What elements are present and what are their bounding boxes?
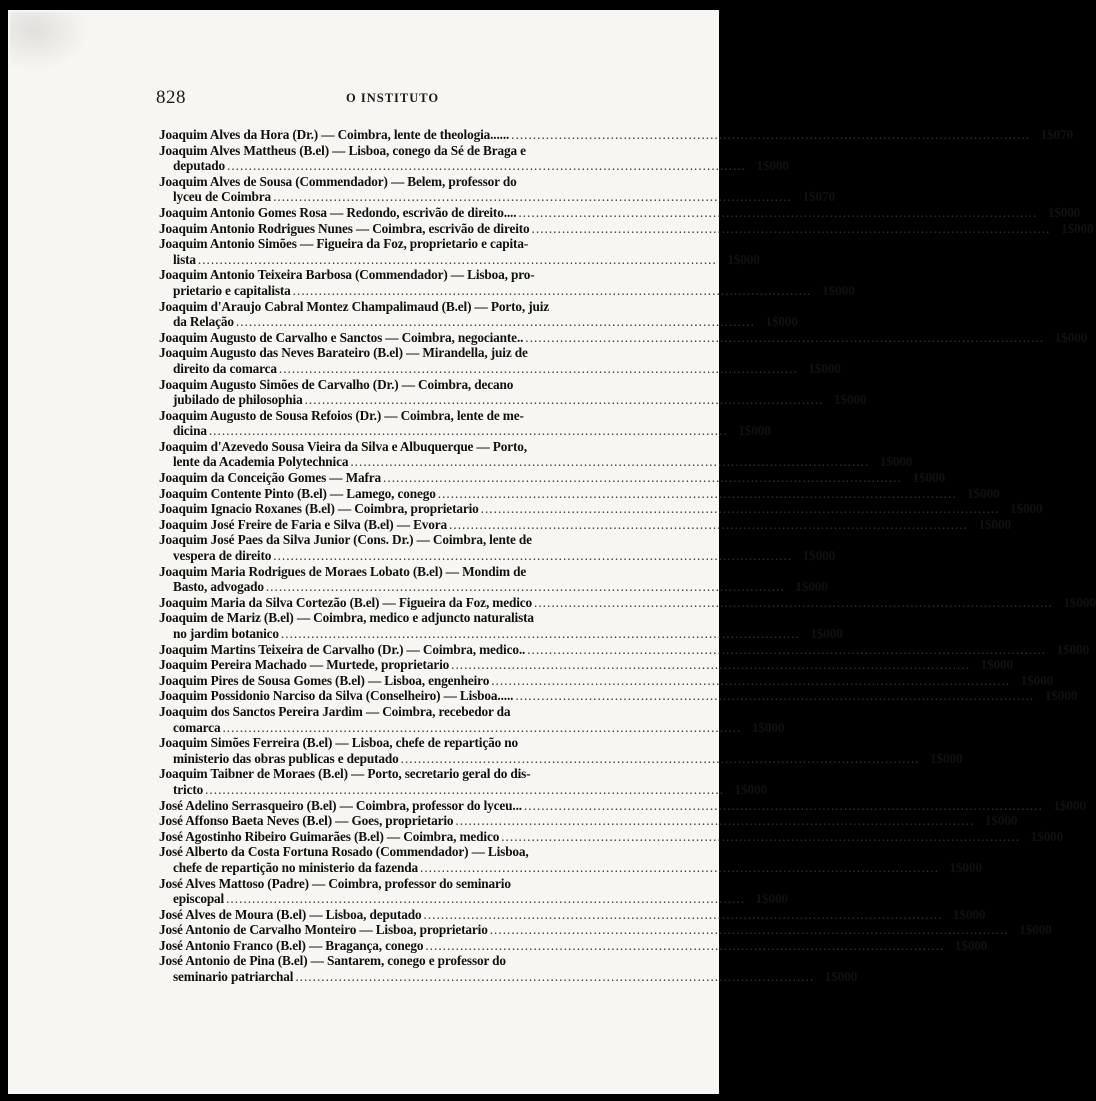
entry-text: Joaquim José Paes da Silva Junior (Cons. Dr.) — Coimbra, lente de [159, 532, 532, 548]
amount-value: 1$000 [1056, 641, 1090, 657]
entry-line [159, 688, 1078, 704]
amount-value: 1$000 [822, 282, 855, 298]
entry-line [159, 516, 1011, 533]
dot-leader: ........................................................................................................................ [451, 657, 971, 673]
entry-continuation-line [159, 579, 828, 595]
entry-text: Joaquim Alves de Sousa (Commendador) — Belem, professor do [159, 173, 517, 189]
list-item [159, 438, 913, 470]
entry-line [159, 408, 579, 424]
amount-value: 1$000 [879, 454, 913, 470]
amount-value: 1$000 [751, 719, 785, 735]
entry-line [159, 953, 579, 969]
entry-line [159, 501, 1043, 517]
list-item [159, 657, 1014, 673]
dot-leader: ........................................................................................................................ [273, 189, 792, 205]
amount-value: 1$000 [1030, 828, 1064, 844]
dot-leader: ........................................................................................................................ [265, 579, 785, 595]
journal-title: O INSTITUTO [346, 91, 440, 105]
list-item [159, 594, 1096, 611]
entry-continuation-line [159, 719, 785, 736]
list-item [159, 376, 867, 408]
entry-text: Joaquim dos Sanctos Pereira Jardim — Coimbra, recebedor da [159, 703, 511, 719]
entry-continuation-line [159, 548, 836, 564]
entry-line [159, 174, 579, 190]
entry-continuation-line [159, 392, 867, 408]
entry-text: Joaquim Pereira Machado — Murtede, proprietario [159, 657, 450, 673]
entry-text: Joaquim Augusto de Sousa Refoios (Dr.) — Coimbra, lente de me- [159, 407, 524, 423]
dot-leader: ........................................................................................................................ [222, 719, 742, 735]
entry-text: Joaquim Alves Mattheus (B.el) — Lisboa, conego da Sé de Braga e [159, 142, 526, 158]
amount-value: 1$000 [912, 470, 945, 486]
entry-line [159, 922, 1052, 938]
entry-continuation-line [159, 969, 858, 985]
list-item [159, 953, 858, 985]
entry-line [159, 267, 579, 283]
dot-leader: ........................................................................................................................ [400, 750, 920, 766]
dot-leader: ........................................................................................................................ [449, 516, 968, 532]
entry-line [159, 532, 579, 548]
amount-value: 1$000 [727, 251, 760, 267]
amount-value: 1$000 [810, 626, 843, 641]
dot-leader: ........................................................................................................................ [525, 329, 1045, 345]
list-item [159, 703, 785, 735]
entry-text: Joaquim Simões Ferreira (B.el) — Lisboa, chefe de repartição no [159, 735, 518, 751]
list-item [159, 735, 963, 766]
document-page [8, 10, 1096, 1094]
entry-line [159, 345, 579, 361]
entry-line [159, 735, 579, 751]
amount-value: 1$000 [978, 516, 1011, 532]
entry-line [159, 329, 1088, 346]
entry-text: Joaquim Ignacio Roxanes (B.el) — Coimbra, proprietario [159, 501, 479, 517]
entry-continuation-line [159, 189, 835, 205]
amount-value: 1$000 [1063, 594, 1096, 610]
entry-text: tricto [173, 781, 204, 797]
dot-leader: ........................................................................................................................ [208, 423, 728, 439]
entry-text: ministerio das obras publicas e deputado [173, 750, 399, 766]
dot-leader: ........................................................................................................................ [423, 906, 943, 922]
dot-leader: ........................................................................................................................ [420, 859, 939, 875]
amount-value: 1$070 [1040, 127, 1074, 142]
dot-leader: ........................................................................................................................ [235, 314, 755, 330]
dot-leader: ........................................................................................................................ [527, 641, 1047, 657]
entry-line [159, 594, 1096, 611]
list-item [159, 688, 1078, 704]
list-item [159, 204, 1081, 221]
entry-text: episcopal [173, 891, 225, 907]
amount-value: 1$000 [949, 859, 982, 875]
dot-leader: ........................................................................................................................ [292, 282, 812, 298]
dot-leader: ........................................................................................................................ [304, 392, 824, 408]
entry-text: prietario e capitalista [173, 282, 291, 298]
dot-leader: ........................................................................................................................ [480, 501, 1000, 517]
dot-leader: ........................................................................................................................ [523, 797, 1043, 813]
entry-text: Joaquim Martins Teixeira de Carvalho (Dr.) — Coimbra, medico.. [159, 641, 526, 657]
entry-text: José Antonio de Pina (B.el) — Santarem, conego e professor do [159, 953, 506, 969]
list-item [159, 329, 1088, 346]
list-item [159, 298, 798, 330]
entry-text: Joaquim d'Araujo Cabral Montez Champalimaud (B.el) — Porto, juiz [159, 298, 550, 314]
entry-continuation-line [159, 859, 982, 876]
list-item [159, 906, 986, 923]
list-item [159, 922, 1052, 938]
dot-leader: ........................................................................................................................ [489, 922, 1009, 938]
entry-text: Joaquim Antonio Gomes Rosa — Redondo, escrivão de direito.... [159, 204, 517, 220]
entry-text: dicina [173, 423, 207, 439]
list-item [159, 127, 1074, 143]
entry-continuation-line [159, 360, 841, 377]
entry-line [159, 220, 1094, 237]
entry-text: Joaquim Taibner de Moraes (B.el) — Porto, secretario geral do dis- [159, 766, 531, 782]
dot-leader: ........................................................................................................................ [227, 158, 746, 174]
entry-line [159, 797, 1086, 814]
list-item [159, 236, 760, 267]
entry-text: Joaquim Antonio Simões — Figueira da Foz, proprietario e capita- [159, 236, 529, 252]
entry-line [159, 204, 1081, 221]
entry-continuation-line [159, 750, 963, 767]
list-item [159, 532, 836, 564]
entry-line [159, 937, 988, 954]
entry-text: jubilado de philosophia [173, 392, 303, 408]
entry-text: José Alberto da Costa Fortuna Rosado (Commendador) — Lisboa, [159, 844, 529, 860]
entry-continuation-line [159, 158, 789, 174]
entry-line [159, 828, 1064, 845]
entry-line [159, 906, 986, 923]
entry-line [159, 564, 579, 580]
list-item [159, 844, 982, 875]
list-item [159, 267, 855, 298]
list-item [159, 813, 1018, 829]
dot-leader: ........................................................................................................................ [280, 626, 800, 641]
entry-text: Joaquim Augusto de Carvalho e Sanctos — Coimbra, negociante.. [159, 329, 524, 345]
entry-continuation-line [159, 251, 760, 268]
amount-value: 1$000 [1010, 501, 1043, 517]
entry-line [159, 657, 1014, 673]
amount-value: 1$000 [755, 891, 789, 907]
list-item [159, 142, 789, 174]
dot-leader: ........................................................................................................................ [515, 688, 1035, 704]
entry-text: José Antonio Franco (B.el) — Bragança, conego [159, 937, 424, 953]
amount-value: 1$000 [1054, 329, 1088, 345]
list-item [159, 173, 835, 205]
amount-value: 1$000 [795, 579, 828, 595]
entry-text: da Relação [173, 314, 234, 330]
list-item [159, 345, 841, 376]
list-item [159, 875, 789, 907]
entry-text: José Alves de Moura (B.el) — Lisboa, deputado [159, 906, 422, 922]
dot-leader: ........................................................................................................................ [197, 251, 717, 267]
amount-value: 1$000 [824, 969, 858, 985]
entry-text: deputado [173, 158, 226, 174]
entry-text: Basto, advogado [173, 579, 264, 595]
entry-line [159, 641, 1090, 658]
entry-text: Joaquim José Freire de Faria e Silva (B.el) — Evora [159, 516, 448, 532]
list-item [159, 563, 828, 595]
entry-text: Joaquim Alves da Hora (Dr.) — Coimbra, lente de theologia...... [159, 127, 510, 142]
list-item [159, 470, 945, 486]
page-number: 828 [156, 87, 186, 108]
entry-line [159, 766, 579, 782]
dot-leader: ........................................................................................................................ [273, 548, 793, 564]
entry-continuation-line [159, 423, 771, 439]
dot-leader: ........................................................................................................................ [278, 360, 798, 376]
amount-value: 1$000 [1044, 688, 1078, 704]
amount-value: 1$000 [756, 158, 789, 174]
entry-text: Joaquim Antonio Rodrigues Nunes — Coimbra, escrivão de direito [159, 220, 530, 236]
dot-leader: ........................................................................................................................ [534, 594, 1053, 610]
amount-value: 1$000 [1019, 922, 1052, 938]
entry-continuation-line [159, 891, 789, 907]
entry-text: Joaquim Augusto Simões de Carvalho (Dr.) — Coimbra, decano [159, 376, 514, 392]
list-item [159, 485, 1000, 502]
dot-leader: ........................................................................................................................ [205, 781, 725, 797]
entry-text: Joaquim Contente Pinto (B.el) — Lamego, conego [159, 485, 436, 501]
entry-text: vespera de direito [173, 548, 272, 564]
amount-value: 1$000 [734, 781, 768, 797]
entry-line [159, 813, 1018, 829]
entry-text: lente da Academia Polytechnica [173, 454, 349, 470]
page-stain [10, 12, 90, 72]
entry-text: Joaquim Possidonio Narciso da Silva (Conselheiro) — Lisboa..... [159, 688, 514, 704]
entry-text: Joaquim da Conceição Gomes — Mafra [159, 470, 382, 486]
entry-line [159, 470, 945, 486]
dot-leader: ........................................................................................................................ [295, 969, 815, 985]
amount-value: 1$000 [1020, 672, 1054, 688]
entry-text: direito da comarca [173, 360, 277, 376]
amount-value: 1$000 [967, 485, 1000, 501]
list-item [159, 610, 843, 641]
entry-line [159, 485, 1000, 502]
entry-text: José Affonso Baeta Neves (B.el) — Goes, proprietario [159, 813, 454, 829]
amount-value: 1$000 [833, 392, 867, 408]
entry-text: José Antonio de Carvalho Monteiro — Lisboa, proprietario [159, 922, 488, 938]
entry-text: Joaquim Antonio Teixeira Barbosa (Commendador) — Lisboa, pro- [159, 267, 535, 283]
amount-value: 1$000 [1053, 797, 1086, 813]
entry-line [159, 876, 579, 892]
entry-text: Joaquim Maria Rodrigues de Moraes Lobato (B.el) — Mondim de [159, 563, 527, 579]
entry-text: José Alves Mattoso (Padre) — Coimbra, professor do seminario [159, 875, 511, 891]
dot-leader: ........................................................................................................................ [491, 672, 1011, 688]
amount-value: 1$000 [984, 813, 1018, 829]
entry-line [159, 610, 579, 626]
entry-text: Joaquim Augusto das Neves Barateiro (B.el) — Mirandella, juiz de [159, 345, 528, 361]
entry-continuation-line [159, 781, 768, 798]
list-item [159, 937, 988, 954]
dot-leader: ........................................................................................................................ [226, 891, 746, 907]
entry-text: comarca [173, 719, 221, 735]
entry-continuation-line [159, 454, 913, 470]
dot-leader: ........................................................................................................................ [518, 204, 1038, 220]
list-item [159, 501, 1043, 517]
entry-line [159, 439, 579, 455]
amount-value: 1$070 [802, 189, 835, 205]
list-item [159, 407, 771, 439]
entry-line [159, 377, 579, 393]
amount-value: 1$000 [738, 423, 771, 439]
dot-leader: ........................................................................................................................ [350, 454, 870, 470]
entry-line [159, 143, 579, 159]
list-item [159, 672, 1054, 689]
entry-text: Joaquim d'Azevedo Sousa Vieira da Silva e Albuquerque — Porto, [159, 438, 527, 454]
entry-text: Joaquim Pires de Sousa Gomes (B.el) — Lisboa, engenheiro [159, 672, 490, 688]
list-item [159, 797, 1086, 814]
amount-value: 1$000 [1047, 204, 1081, 220]
amount-value: 1$000 [765, 314, 798, 330]
amount-value: 1$000 [980, 657, 1014, 673]
entry-continuation-line [159, 282, 855, 299]
entry-line [159, 704, 579, 720]
amount-value: 1$000 [952, 906, 986, 922]
entry-line [159, 127, 1074, 143]
entry-continuation-line [159, 314, 798, 330]
entry-text: chefe de repartição no ministerio da fazenda [173, 859, 419, 875]
dot-leader: ........................................................................................................................ [501, 828, 1021, 844]
list-item [159, 828, 1064, 845]
entry-text: José Agostinho Ribeiro Guimarães (B.el) — Coimbra, medico [159, 828, 500, 844]
dot-leader: ........................................................................................................................ [383, 470, 902, 486]
entry-text: lyceu de Coimbra [173, 189, 272, 205]
dot-leader: ........................................................................................................................ [511, 127, 1031, 142]
entry-text: seminario patriarchal [173, 969, 294, 985]
amount-value: 1$000 [954, 937, 988, 953]
amount-value: 1$000 [802, 548, 836, 564]
entry-line [159, 299, 579, 315]
entry-line [159, 236, 579, 252]
dot-leader: ........................................................................................................................ [437, 485, 957, 501]
subscriber-list [159, 127, 1096, 985]
page-header [156, 87, 586, 109]
entry-text: Joaquim Maria da Silva Cortezão (B.el) — Figueira da Foz, medico [159, 594, 533, 610]
entry-text: no jardim botanico [173, 626, 279, 641]
entry-line [159, 844, 579, 860]
list-item [159, 641, 1090, 658]
entry-text: Joaquim de Mariz (B.el) — Coimbra, medico e adjuncto naturalista [159, 610, 534, 626]
entry-text: lista [173, 251, 196, 267]
list-item [159, 220, 1094, 237]
dot-leader: ........................................................................................................................ [425, 937, 945, 953]
amount-value: 1$000 [1060, 220, 1094, 236]
list-item [159, 516, 1011, 533]
dot-leader: ........................................................................................................................ [455, 813, 975, 829]
entry-text: José Adelino Serrasqueiro (B.el) — Coimbra, professor do lyceu... [159, 797, 522, 813]
list-item [159, 766, 768, 797]
amount-value: 1$000 [930, 750, 963, 766]
entry-line [159, 672, 1054, 689]
amount-value: 1$000 [808, 360, 841, 376]
dot-leader: ........................................................................................................................ [531, 220, 1051, 236]
entry-continuation-line [159, 626, 843, 642]
